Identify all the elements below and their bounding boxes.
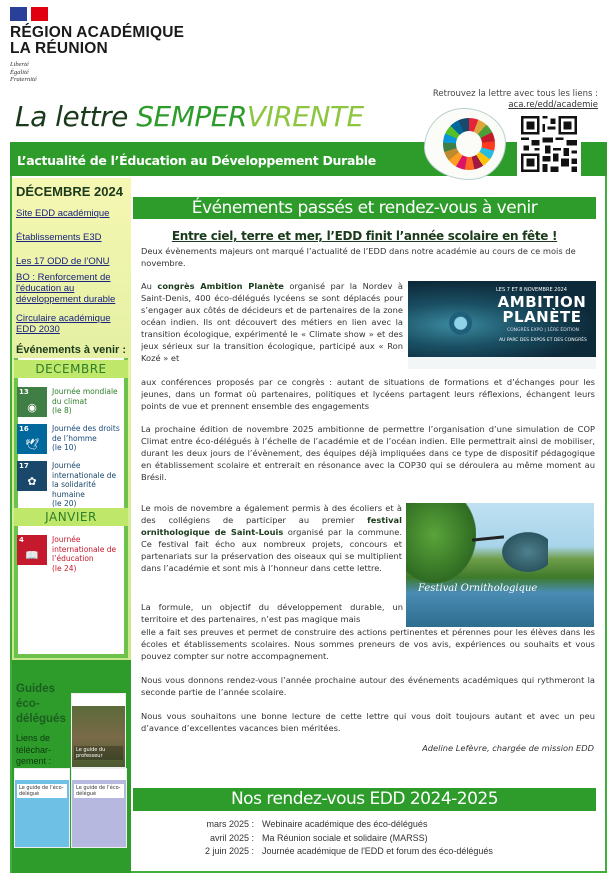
guide-cover-eco-delegue-1[interactable] — [14, 768, 70, 848]
highlight-ambition-planete: congrès Ambition Planète — [157, 281, 284, 291]
section-title-events: Événements passés et rendez-vous à venir — [133, 197, 596, 219]
rdv-item — [180, 818, 493, 832]
climate-action-icon: 13 ◉ — [17, 387, 47, 417]
rdv-item — [180, 832, 493, 846]
guides-download-label: Liens de téléchar-gement : — [16, 733, 52, 766]
image2-title: Festival Ornithologique — [418, 583, 538, 594]
paragraph-ambition-cont: aux conférences proposés par ce congrès : autant de situations de formations et d’échanges pour les jeunes, dans un format où partenaires, politiques et lycéens partagent leurs réflexions, échangent leurs points de vue et prennent ensemble des engagements — [141, 377, 595, 411]
event-item[interactable] — [17, 424, 125, 454]
heron-image — [498, 529, 548, 575]
institution-line2: LA RÉUNION — [10, 40, 108, 57]
paragraph-formule: La formule, un objectif du développement durable, un territoire et des partenaires, n’est pas magique mais — [141, 602, 403, 624]
issue-date: DÉCEMBRE 2024 — [16, 184, 123, 199]
rdv-item — [180, 845, 493, 859]
month-header-january: JANVIER — [14, 508, 128, 526]
event-text — [52, 387, 125, 416]
title-part3: VIRENTE — [246, 100, 364, 133]
sdg-number: 13 — [19, 388, 29, 396]
link-site-edd[interactable]: Site EDD académique — [16, 208, 110, 219]
event-date: (le 24) — [52, 563, 77, 573]
highlight-festival: festival ornithologique de Saint-Louis — [141, 515, 402, 537]
paragraph-ambition — [141, 280, 403, 364]
event-text — [52, 535, 125, 573]
newsletter-title — [15, 100, 364, 134]
rdv-date: avril 2025 : — [209, 832, 254, 843]
rdv-date: 2 juin 2025 : — [204, 846, 254, 856]
partnerships-icon: 17 ✿ — [17, 461, 47, 491]
sdg-number: 4 — [19, 536, 24, 544]
link-17-odd[interactable]: Les 17 ODD de l’ONU — [16, 256, 110, 267]
event-item[interactable] — [17, 387, 125, 417]
peace-justice-icon: 16 🕊 — [17, 424, 47, 454]
banner-subtitle: L’actualité de l’Éducation au Développement Durable — [17, 153, 376, 168]
paragraph-formule-cont: elle a fait ses preuves et permet de construire des actions pertinentes et pérennes pour les élèves dans les écoles et établissements scolaires. Nous sommes preneurs de vos avis, expériences ou souhaits et vous pouvez compter sur notre accompagnement. — [141, 627, 595, 661]
p1-rest: organisé par la Nordev à Saint-Denis, 400 éco-délégués lycéens se sont déplacés pour s’engager aux côtés de décideurs et de partenaires de la zone océan indien. Ils ont découvert des métiers en lien avec la transition écologique, expérimenté le « Climate show » et des jeux sérieux sur la transition écologique, participé aux « Ron Kozé » et — [141, 281, 403, 363]
intro-paragraph: Deux évènements majeurs ont marqué l’actualité de l’EDD dans notre académie au cours de ce mois de novembre. — [141, 246, 576, 268]
month-header-december: DECEMBRE — [14, 360, 128, 378]
event-item[interactable] — [17, 535, 125, 573]
qr-code-icon[interactable] — [517, 112, 581, 176]
link-circulaire-edd-2030[interactable]: Circulaire académique EDD 2030 — [16, 313, 111, 335]
link-etablissements-e3d[interactable]: Établissements E3D — [16, 232, 102, 243]
image1-title: AMBITION PLANÈTE — [497, 293, 587, 326]
guides-title: Guides éco-délégués — [16, 683, 66, 725]
link-bo-renforcement[interactable]: BO : Renforcement de l'éducation au développement durable — [16, 272, 116, 305]
title-part2: SEMPER — [136, 100, 247, 133]
cover-title: Le guide du professeur — [74, 746, 123, 760]
link-caption: Retrouvez la lettre avec tous les liens : — [432, 89, 598, 99]
title-part1: La lettre — [15, 100, 137, 133]
event-label: Journée internationale de l’éducation — [52, 535, 117, 563]
partner-logos — [408, 357, 596, 369]
image1-edition: CONGRÈS EXPO | 1ÈRE ÉDITION — [506, 328, 580, 333]
paragraph-lecture: Nous vous souhaitons une bonne lecture de cette lettre qui vous doit toujours autant et avec un peu d’avance d’excellentes vacances bien méritées. — [141, 711, 595, 733]
rdv-event: Journée académique de l'EDD et forum des éco-délégués — [262, 846, 493, 856]
motto-egalite: Égalité — [10, 68, 29, 76]
event-date: (le 8) — [52, 406, 72, 415]
p1-prefix: Au — [141, 281, 158, 291]
marianne-logo — [10, 7, 48, 21]
event-label: Journée mondiale du climat — [52, 387, 118, 406]
event-text — [52, 461, 125, 509]
event-label: Journée internationale de la solidarité humaine — [52, 461, 117, 499]
ambition-planete-image — [408, 281, 596, 369]
event-date: (le 10) — [52, 443, 77, 452]
event-label: Journée des droits de l’homme — [52, 424, 120, 443]
image-trees — [406, 503, 476, 583]
rdv-event: Ma Réunion sociale et solidaire (MARSS) — [262, 832, 428, 843]
guide-cover-eco-delegue-2[interactable] — [71, 768, 127, 848]
cover-header — [72, 694, 125, 706]
image1-date: LES 7 ET 8 NOVEMBRE 2024 — [496, 287, 567, 293]
sdg-number: 17 — [19, 462, 29, 470]
p3-prefix: Le mois de novembre a également permis à des écoliers et à des collégiens de participer au premier — [141, 503, 402, 525]
section-title-rdv: Nos rendez-vous EDD 2024-2025 — [133, 788, 596, 811]
institution-line1: RÉGION ACADÉMIQUE — [10, 24, 185, 41]
event-text — [52, 424, 125, 453]
newsletter-link[interactable]: aca.re/edd/academie — [508, 100, 598, 110]
paragraph-rendez-vous: Nous vous donnons rendez-vous l’année prochaine autour des événements académiques qui rythmeront la seconde partie de l’année scolaire. — [141, 675, 595, 697]
motto-liberte: Liberté — [10, 61, 29, 68]
sdg-wheel-icon — [443, 118, 495, 170]
cover-title: Le guide de l’éco-délégué — [74, 784, 124, 798]
image1-venue: AU PARC DES EXPOS ET DES CONGRÈS — [499, 338, 587, 343]
event-item[interactable] — [17, 461, 125, 509]
quality-education-icon: 4 📖 — [17, 535, 47, 565]
rdv-date: mars 2025 : — [206, 819, 254, 829]
p3-rest: organisé par la commune. Ce festival fait écho aux nombreux projets, concours et partenariats sur la préservation des oiseaux qui se multiplient dans l’académie et sont mis à l’honneur dans cette lettre. — [141, 527, 402, 573]
motto — [10, 61, 37, 84]
cover-header — [15, 769, 69, 780]
signature: Adeline Lefèvre, chargée de mission EDD — [422, 743, 594, 753]
article-title: Entre ciel, terre et mer, l’EDD finit l’année scolaire en fête ! — [171, 229, 558, 243]
rdv-event: Webinaire académique des éco-délégués — [262, 819, 428, 829]
reunion-island-sdg-logo — [424, 108, 506, 180]
paragraph-festival — [141, 502, 402, 574]
motto-fraternite: Fraternité — [10, 76, 37, 83]
event-date: (le 20) — [52, 499, 77, 508]
guide-cover-professeur[interactable] — [71, 693, 126, 768]
institution-name — [10, 25, 184, 57]
sidebar-links — [16, 208, 130, 335]
rdv-list — [180, 818, 493, 859]
events-title: Événements à venir : — [16, 344, 127, 356]
sdg-number: 16 — [19, 425, 29, 433]
cover-title: Le guide de l’éco-délégué — [17, 784, 67, 798]
festival-ornithologique-image — [406, 503, 594, 627]
paragraph-next-edition: La prochaine édition de novembre 2025 ambitionne de permettre l’organisation d’une simulation de COP Climat entre éco-délégués à l’échelle de l’académie et de l’océan indien. Elle permettrait ainsi de mobiliser, durant les deux jours de l’évènement, des équipes déjà impliquées dans ce type de dispositif pédagogique en établissement scolaire et entrerait en résonance avec la COP30 qui se déroulera au même moment au Brésil. — [141, 424, 595, 482]
cover-header — [72, 769, 126, 780]
